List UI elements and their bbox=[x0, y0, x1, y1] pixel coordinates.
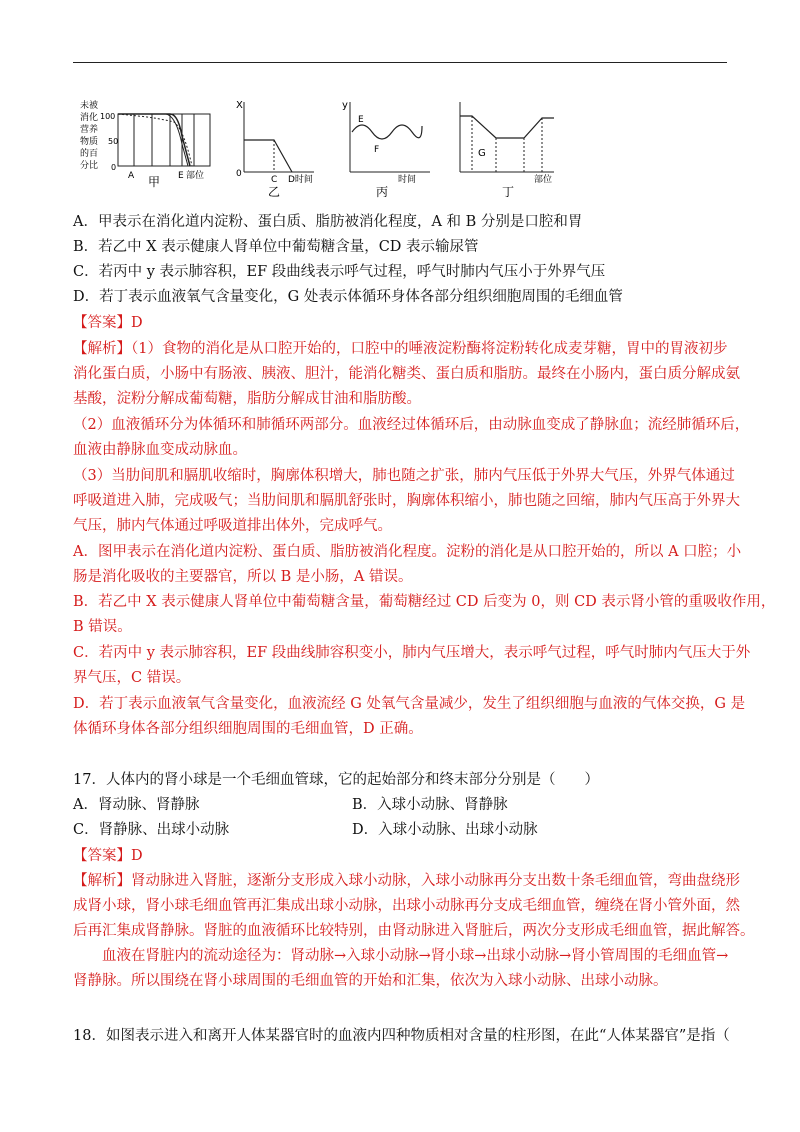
q16-analysis-line: B．若乙中 X 表示健康人肾单位中葡萄糖含量，葡萄糖经过 CD 后变为 0，则 CD 表示肾小管的重吸收作用， bbox=[73, 594, 776, 610]
jia-y50: 50 bbox=[108, 137, 119, 146]
graph-jia bbox=[80, 99, 210, 189]
q16-answer: 【答案】D bbox=[73, 315, 143, 331]
jia-ylabel-4: 物质 bbox=[80, 137, 99, 147]
q16-analysis-line: 肠是消化吸收的主要器官，所以 B 是小肠，A 错误。 bbox=[73, 569, 413, 585]
jia-ylabel-6: 分比 bbox=[80, 161, 99, 171]
graph-bing bbox=[342, 100, 430, 199]
jia-y100: 100 bbox=[100, 112, 116, 121]
bing-caption: 丙 bbox=[376, 185, 389, 199]
yi-label-c: C bbox=[271, 175, 278, 185]
q17-answer: 【答案】D bbox=[73, 848, 143, 864]
bing-xlabel: 时间 bbox=[398, 175, 417, 185]
q16-analysis-line: 消化蛋白质，小肠中有肠液、胰液、胆汁，能消化糖类、蛋白质和脂肪。最终在小肠内，蛋白质分解成氨 bbox=[73, 366, 740, 382]
q16-option-a: A．甲表示在消化道内淀粉、蛋白质、脂肪被消化程度，A 和 B 分别是口腔和胃 bbox=[73, 214, 583, 230]
yi-label-d: D时间 bbox=[288, 175, 313, 185]
bing-label-f: F bbox=[374, 145, 380, 155]
q16-figure bbox=[78, 96, 578, 206]
jia-label-a: A bbox=[128, 171, 135, 181]
jia-ylabel-2: 消化 bbox=[80, 113, 99, 123]
jia-y0: 0 bbox=[111, 163, 117, 172]
q17-stem: 17．人体内的肾小球是一个毛细血管球，它的起始部分和终末部分分别是（ ） bbox=[73, 772, 599, 788]
jia-ylabel-5: 的百 bbox=[80, 149, 99, 159]
q17-analysis-line: 肾静脉。所以围绕在肾小球周围的毛细血管的开始和汇集，依次为入球小动脉、出球小动脉。 bbox=[73, 973, 668, 989]
q16-analysis-line: （2）血液循环分为体循环和肺循环两部分。血液经过体循环后，由动脉血变成了静脉血；流经肺循环后， bbox=[73, 417, 750, 433]
q17-analysis-line: 【解析】肾动脉进入肾脏，逐渐分支形成入球小动脉，入球小动脉再分支出数十条毛细血管，弯曲盘绕形 bbox=[73, 873, 740, 889]
q17-option-a: A．肾动脉、肾静脉 bbox=[73, 797, 200, 813]
q17-option-d: D．入球小动脉、出球小动脉 bbox=[352, 822, 538, 838]
jia-xlabel: 部位 bbox=[186, 171, 205, 181]
bing-ylabel: y bbox=[342, 100, 348, 111]
ding-label-g: G bbox=[478, 148, 486, 159]
yi-y0: 0 bbox=[236, 169, 242, 179]
ding-caption: 丁 bbox=[502, 185, 515, 199]
q16-option-b: B．若乙中 X 表示健康人肾单位中葡萄糖含量，CD 表示输尿管 bbox=[73, 239, 479, 255]
q16-analysis-line: 气压，肺内气体通过呼吸道排出体外，完成呼气。 bbox=[73, 518, 392, 534]
q16-analysis-line: B 错误。 bbox=[73, 619, 132, 635]
q16-option-d: D．若丁表示血液氧气含量变化，G 处表示体循环身体各部分组织细胞周围的毛细血管 bbox=[73, 289, 623, 305]
q17-analysis-line: 血液在肾脏内的流动途径为：肾动脉→入球小动脉→肾小球→出球小动脉→肾小管周围的毛细血管→ bbox=[73, 948, 729, 964]
q18-stem: 18．如图表示进入和离开人体某器官时的血液内四种物质相对含量的柱形图，在此“人体某器官”是指（ bbox=[73, 1028, 730, 1044]
q16-analysis-line: D．若丁表示血液氧气含量变化，血液流经 G 处氧气含量减少，发生了组织细胞与血液的气体交换，G 是 bbox=[73, 696, 746, 712]
bing-label-e: E bbox=[358, 115, 364, 125]
header-rule bbox=[73, 62, 727, 63]
q16-analysis-line: 呼吸道进入肺，完成吸气；当肋间肌和膈肌舒张时，胸廓体积缩小，肺也随之回缩，肺内气压高于外界大 bbox=[73, 493, 740, 509]
q16-analysis-line: 基酸，淀粉分解成葡萄糖，脂肪分解成甘油和脂肪酸。 bbox=[73, 391, 421, 407]
q16-analysis-line: 界气压，C 错误。 bbox=[73, 670, 191, 686]
q17-analysis-line: 成肾小球，肾小球毛细血管再汇集成出球小动脉，出球小动脉再分支成毛细血管，缠绕在肾小管外面，然 bbox=[73, 898, 740, 914]
q16-analysis-line: 体循环身体各部分组织细胞周围的毛细血管，D 正确。 bbox=[73, 721, 423, 737]
jia-ylabel-1: 未被 bbox=[80, 101, 99, 111]
graph-ding bbox=[460, 102, 554, 199]
jia-ylabel-3: 营养 bbox=[80, 125, 99, 135]
q17-analysis-line: 后再汇集成肾静脉。肾脏的血液循环比较特别，由肾动脉进入肾脏后，两次分支形成毛细血管，据此解答。 bbox=[73, 923, 755, 939]
jia-caption: 甲 bbox=[148, 175, 161, 189]
q16-analysis-line: （3）当肋间肌和膈肌收缩时，胸廓体积增大，肺也随之扩张，肺内气压低于外界大气压，外界气体通过 bbox=[73, 468, 735, 484]
q16-analysis-line: 血液由静脉血变成动脉血。 bbox=[73, 442, 247, 458]
ding-xlabel: 部位 bbox=[534, 175, 553, 185]
q16-analysis-line: C．若丙中 y 表示肺容积，EF 段曲线肺容积变小，肺内气压增大，表示呼气过程，呼气时肺内气压大于外 bbox=[73, 645, 751, 661]
q16-option-c: C．若丙中 y 表示肺容积，EF 段曲线表示呼气过程，呼气时肺内气压小于外界气压 bbox=[73, 264, 606, 280]
graph-yi bbox=[236, 100, 314, 199]
q17-option-c: C．肾静脉、出球小动脉 bbox=[73, 822, 230, 838]
yi-ylabel: X bbox=[236, 100, 243, 111]
yi-caption: 乙 bbox=[268, 185, 281, 199]
q17-option-b: B．入球小动脉、肾静脉 bbox=[352, 797, 508, 813]
q16-analysis-line: A．图甲表示在消化道内淀粉、蛋白质、脂肪被消化程度。淀粉的消化是从口腔开始的，所以 A 口腔；小 bbox=[73, 544, 742, 560]
q16-analysis-line: 【解析】（1）食物的消化是从口腔开始的，口腔中的唾液淀粉酶将淀粉转化成麦芽糖，胃中的胃液初步 bbox=[73, 341, 728, 357]
jia-label-b: E bbox=[178, 171, 184, 181]
